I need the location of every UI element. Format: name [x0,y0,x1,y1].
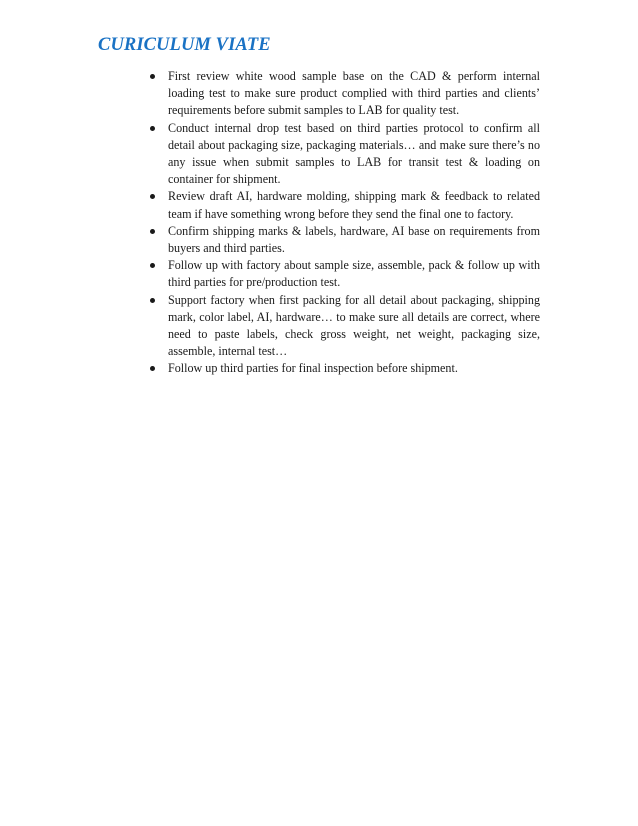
list-item [148,360,540,377]
duties-list [148,68,540,378]
bullet-icon [150,298,155,303]
list-item [148,257,540,291]
bullet-icon [150,74,155,79]
list-item [148,68,540,120]
list-item-text: Confirm shipping marks & labels, hardware, AI base on requirements from buyers and third parties. [168,223,540,256]
bullet-icon [150,126,155,131]
list-item [148,223,540,257]
list-item [148,292,540,361]
page-title: CURICULUM VIATE [98,35,271,55]
list-item [148,188,540,222]
list-item-text: First review white wood sample base on the CAD & perform internal loading test to make sure product complied with third parties and clients’ requirements before submit samples to LAB for quality test. [168,69,540,118]
list-item-text: Conduct internal drop test based on third parties protocol to confirm all detail about packaging size, packaging materials… and make sure there’s no any issue when submit samples to LAB for transit test & loading on container for shipment. [168,120,540,187]
bullet-icon [150,366,155,371]
bullet-icon [150,263,155,268]
list-item-text: Follow up with factory about sample size, assemble, pack & follow up with third parties for pre/production test. [168,258,540,290]
list-item [148,120,540,189]
list-item-text: Review draft AI, hardware molding, shipping mark & feedback to related team if have something wrong before they send the final one to factory. [168,189,540,221]
bullet-icon [150,194,155,199]
bullet-icon [150,229,155,234]
list-item-text: Support factory when first packing for all detail about packaging, shipping mark, color label, AI, hardware… to make sure all details are correct, where need to paste labels, check gross weight, net weight, packaging size, assemble, internal test… [168,292,540,359]
list-item-text: Follow up third parties for final inspection before shipment. [168,361,458,376]
